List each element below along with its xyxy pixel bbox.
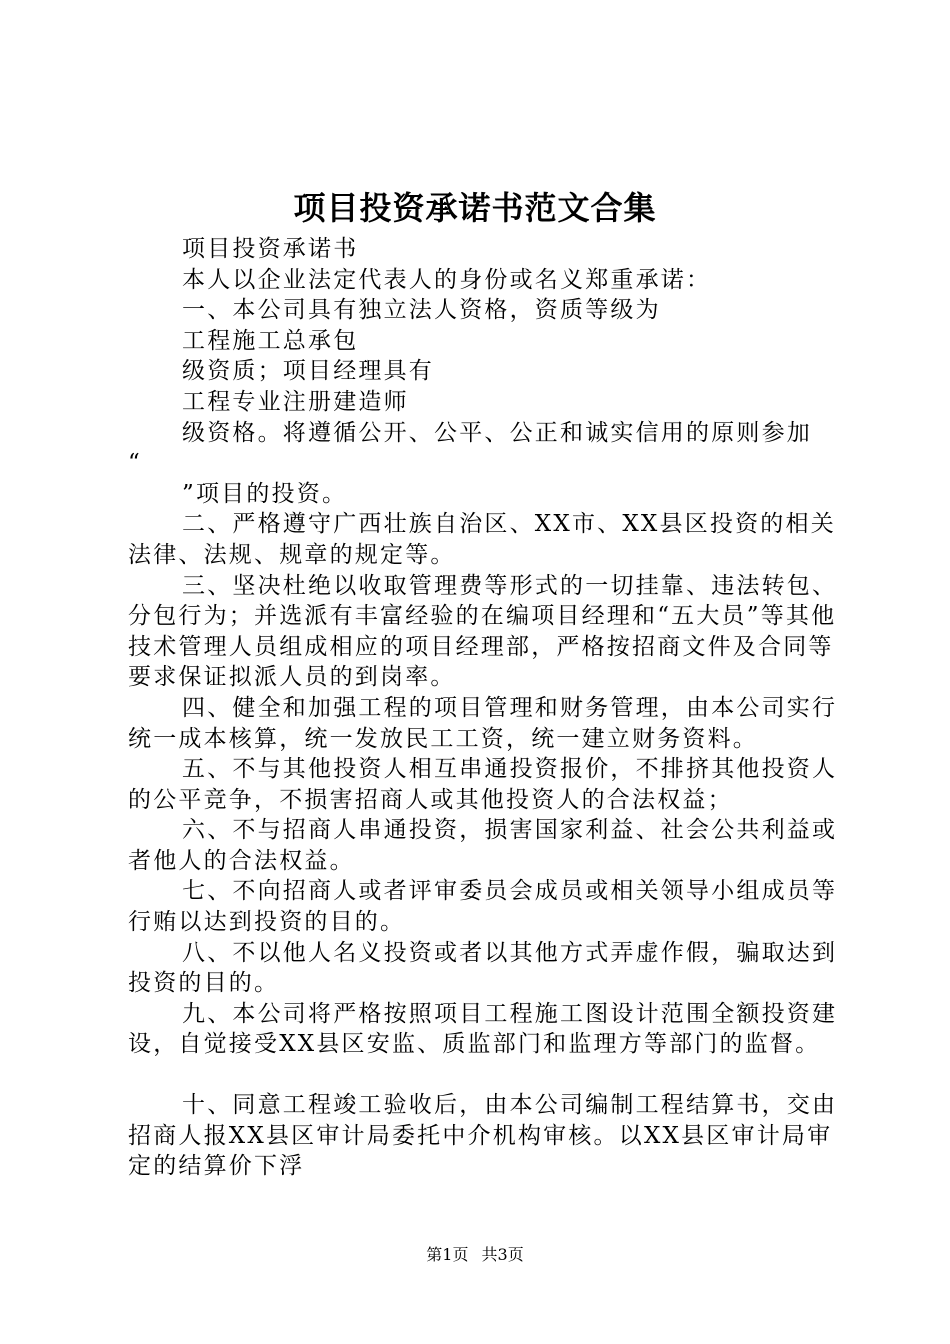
paragraph: 十、同意工程竣工验收后，由本公司编制工程结算书，交由招商人报XX县区审计局委托中介机构审核。以XX县区审计局审定的结算价下浮 bbox=[128, 1092, 838, 1180]
paragraph: 五、不与其他投资人相互串通投资报价，不排挤其他投资人的公平竞争，不损害招商人或其他投资人的合法权益； bbox=[128, 756, 838, 813]
page-footer bbox=[0, 1244, 950, 1266]
paragraph: 项目投资承诺书 bbox=[182, 236, 359, 262]
paragraph: 八、不以他人名义投资或者以其他方式弄虚作假，骗取达到投资的目的。 bbox=[128, 939, 838, 997]
page-number: 第1页 bbox=[426, 1245, 469, 1264]
paragraph: 一、本公司具有独立法人资格，资质等级为 bbox=[182, 297, 661, 324]
paragraph: 级资格。将遵循公开、公平、公正和诚实信用的原则参加 bbox=[182, 419, 812, 446]
paragraph: 三、坚决杜绝以收取管理费等形式的一切挂靠、违法转包、分包行为；并选派有丰富经验的在编项目经理和“五大员”等其他技术管理人员组成相应的项目经理部，严格按招商文件及合同等要求保证拟派人员的到岗率。 bbox=[128, 572, 838, 691]
paragraph: 四、健全和加强工程的项目管理和财务管理，由本公司实行统一成本核算，统一发放民工工资，统一建立财务资料。 bbox=[128, 694, 838, 752]
paragraph: 工程施工总承包 bbox=[182, 327, 359, 354]
paragraph: 六、不与招商人串通投资，损害国家利益、社会公共利益或者他人的合法权益。 bbox=[128, 817, 838, 874]
paragraph: 二、严格遵守广西壮族自治区、XX市、XX县区投资的相关法律、法规、规章的规定等。 bbox=[128, 511, 836, 568]
paragraph: 七、不向招商人或者评审委员会成员或相关领导小组成员等行贿以达到投资的目的。 bbox=[128, 878, 838, 936]
page-total: 共3页 bbox=[481, 1245, 524, 1264]
paragraph: 九、本公司将严格按照项目工程施工图设计范围全额投资建设，自觉接受XX县区安监、质监部门和监理方等部门的监督。 bbox=[128, 1000, 838, 1058]
document-body bbox=[128, 234, 844, 1182]
paragraph: 本人以企业法定代表人的身份或名义郑重承诺： bbox=[182, 266, 712, 293]
paragraph: 工程专业注册建造师 bbox=[182, 388, 409, 415]
paragraph: ”项目的投资。 bbox=[182, 480, 348, 507]
paragraph: “ bbox=[128, 450, 142, 477]
document-title: 项目投资承诺书范文合集 bbox=[293, 189, 657, 227]
paragraph: 级资质；项目经理具有 bbox=[182, 358, 434, 385]
